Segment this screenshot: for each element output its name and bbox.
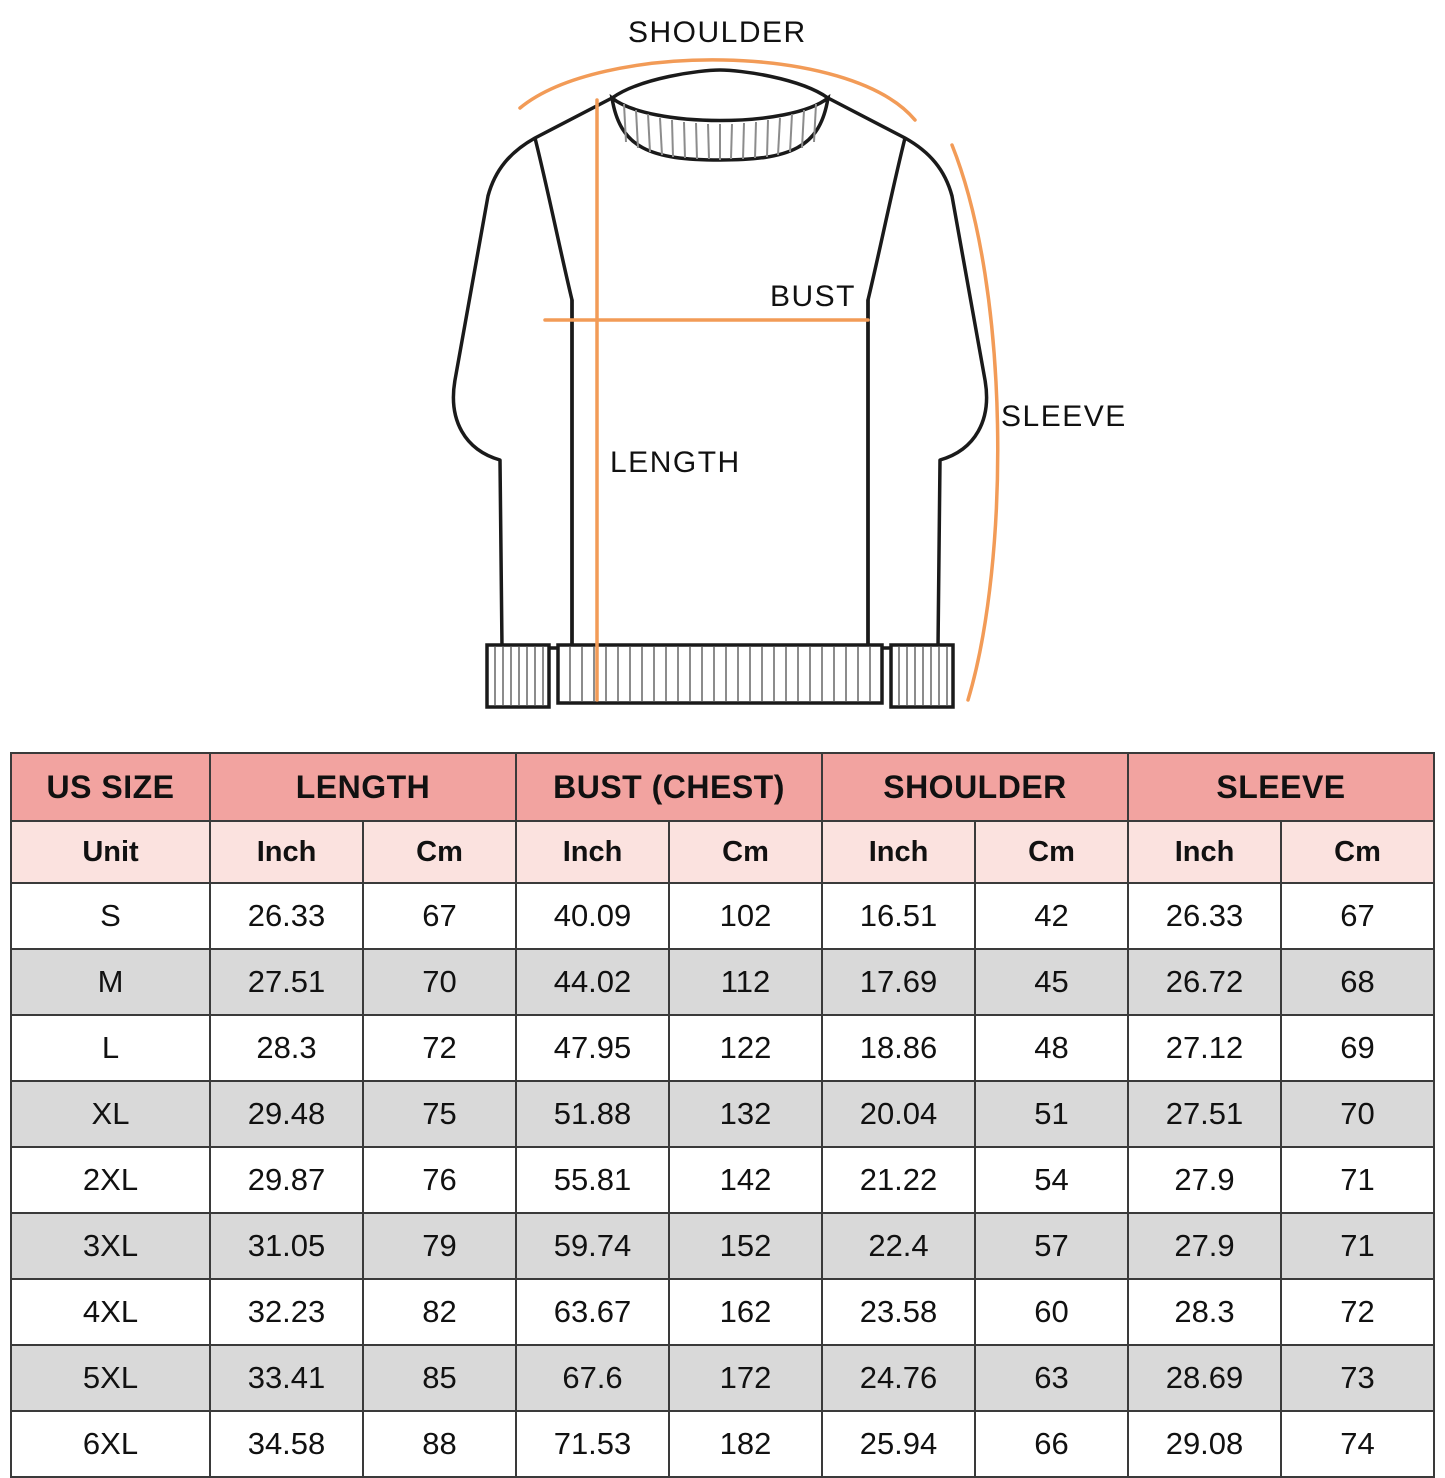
- cell-value: 70: [363, 949, 516, 1015]
- table-row: [11, 883, 1434, 949]
- cell-size: 3XL: [11, 1213, 210, 1279]
- cell-value: 47.95: [516, 1015, 669, 1081]
- right-cuff: [891, 645, 953, 707]
- cell-value: 18.86: [822, 1015, 975, 1081]
- cell-value: 51: [975, 1081, 1128, 1147]
- cell-value: 68: [1281, 949, 1434, 1015]
- cell-value: 44.02: [516, 949, 669, 1015]
- cell-value: 88: [363, 1411, 516, 1477]
- table-row: [11, 949, 1434, 1015]
- cell-value: 20.04: [822, 1081, 975, 1147]
- label-bust: BUST: [770, 280, 857, 313]
- cell-value: 59.74: [516, 1213, 669, 1279]
- table-row: [11, 1081, 1434, 1147]
- cell-value: 54: [975, 1147, 1128, 1213]
- cell-value: 29.48: [210, 1081, 363, 1147]
- cell-value: 71.53: [516, 1411, 669, 1477]
- cell-size: 6XL: [11, 1411, 210, 1477]
- cell-value: 122: [669, 1015, 822, 1081]
- cell-value: 40.09: [516, 883, 669, 949]
- unit-length-inch: Inch: [210, 821, 363, 883]
- cell-value: 28.69: [1128, 1345, 1281, 1411]
- cell-value: 29.87: [210, 1147, 363, 1213]
- cell-value: 76: [363, 1147, 516, 1213]
- cell-value: 69: [1281, 1015, 1434, 1081]
- cell-value: 70: [1281, 1081, 1434, 1147]
- table-row: [11, 1147, 1434, 1213]
- cell-value: 27.51: [1128, 1081, 1281, 1147]
- cell-size: 2XL: [11, 1147, 210, 1213]
- cell-value: 26.72: [1128, 949, 1281, 1015]
- label-shoulder: SHOULDER: [628, 16, 807, 49]
- cell-value: 33.41: [210, 1345, 363, 1411]
- cell-value: 32.23: [210, 1279, 363, 1345]
- table-body: [11, 883, 1434, 1477]
- unit-label: Unit: [11, 821, 210, 883]
- cell-value: 48: [975, 1015, 1128, 1081]
- header-group-row: [11, 753, 1434, 821]
- cell-value: 26.33: [1128, 883, 1281, 949]
- cell-value: 34.58: [210, 1411, 363, 1477]
- cell-size: XL: [11, 1081, 210, 1147]
- cell-value: 72: [1281, 1279, 1434, 1345]
- unit-length-cm: Cm: [363, 821, 516, 883]
- sweatshirt-sketch-icon: [0, 0, 1445, 735]
- cell-value: 57: [975, 1213, 1128, 1279]
- cell-value: 162: [669, 1279, 822, 1345]
- cell-value: 72: [363, 1015, 516, 1081]
- unit-sleeve-cm: Cm: [1281, 821, 1434, 883]
- left-cuff: [487, 645, 549, 707]
- cell-value: 26.33: [210, 883, 363, 949]
- cell-value: 67: [363, 883, 516, 949]
- table-row: [11, 1411, 1434, 1477]
- cell-size: L: [11, 1015, 210, 1081]
- cell-value: 71: [1281, 1147, 1434, 1213]
- cell-value: 17.69: [822, 949, 975, 1015]
- unit-bust-inch: Inch: [516, 821, 669, 883]
- header-us-size: US SIZE: [11, 753, 210, 821]
- unit-shoulder-cm: Cm: [975, 821, 1128, 883]
- cell-value: 142: [669, 1147, 822, 1213]
- cell-value: 60: [975, 1279, 1128, 1345]
- cell-value: 63.67: [516, 1279, 669, 1345]
- cell-value: 51.88: [516, 1081, 669, 1147]
- cell-value: 112: [669, 949, 822, 1015]
- cell-value: 63: [975, 1345, 1128, 1411]
- cell-value: 31.05: [210, 1213, 363, 1279]
- cell-value: 28.3: [210, 1015, 363, 1081]
- cell-value: 152: [669, 1213, 822, 1279]
- table-row: [11, 1279, 1434, 1345]
- cell-value: 27.9: [1128, 1147, 1281, 1213]
- header-shoulder: SHOULDER: [822, 753, 1128, 821]
- label-sleeve: SLEEVE: [1001, 400, 1127, 433]
- cell-value: 71: [1281, 1213, 1434, 1279]
- cell-value: 23.58: [822, 1279, 975, 1345]
- table-row: [11, 1345, 1434, 1411]
- cell-value: 27.9: [1128, 1213, 1281, 1279]
- table-row: [11, 1213, 1434, 1279]
- header-length: LENGTH: [210, 753, 516, 821]
- header-unit-row: [11, 821, 1434, 883]
- table-row: [11, 1015, 1434, 1081]
- cell-size: 5XL: [11, 1345, 210, 1411]
- cell-size: M: [11, 949, 210, 1015]
- cell-value: 102: [669, 883, 822, 949]
- cell-value: 28.3: [1128, 1279, 1281, 1345]
- bottom-hem: [558, 645, 882, 703]
- cell-value: 45: [975, 949, 1128, 1015]
- cell-size: S: [11, 883, 210, 949]
- cell-value: 74: [1281, 1411, 1434, 1477]
- cell-value: 55.81: [516, 1147, 669, 1213]
- cell-value: 21.22: [822, 1147, 975, 1213]
- cell-value: 22.4: [822, 1213, 975, 1279]
- cell-value: 29.08: [1128, 1411, 1281, 1477]
- header-sleeve: SLEEVE: [1128, 753, 1434, 821]
- header-bust: BUST (CHEST): [516, 753, 822, 821]
- cell-value: 27.51: [210, 949, 363, 1015]
- cell-value: 27.12: [1128, 1015, 1281, 1081]
- cell-value: 85: [363, 1345, 516, 1411]
- cell-value: 73: [1281, 1345, 1434, 1411]
- cell-value: 79: [363, 1213, 516, 1279]
- cell-size: 4XL: [11, 1279, 210, 1345]
- label-length: LENGTH: [610, 446, 741, 479]
- cell-value: 67.6: [516, 1345, 669, 1411]
- size-table: [10, 752, 1435, 1478]
- cell-value: 42: [975, 883, 1128, 949]
- cell-value: 24.76: [822, 1345, 975, 1411]
- table-header: [11, 753, 1434, 883]
- cell-value: 132: [669, 1081, 822, 1147]
- cell-value: 25.94: [822, 1411, 975, 1477]
- size-table-wrapper: [10, 752, 1435, 1478]
- cell-value: 172: [669, 1345, 822, 1411]
- unit-sleeve-inch: Inch: [1128, 821, 1281, 883]
- cell-value: 67: [1281, 883, 1434, 949]
- cell-value: 16.51: [822, 883, 975, 949]
- cell-value: 82: [363, 1279, 516, 1345]
- cell-value: 75: [363, 1081, 516, 1147]
- garment-illustration: [0, 0, 1445, 735]
- unit-bust-cm: Cm: [669, 821, 822, 883]
- cell-value: 66: [975, 1411, 1128, 1477]
- cell-value: 182: [669, 1411, 822, 1477]
- unit-shoulder-inch: Inch: [822, 821, 975, 883]
